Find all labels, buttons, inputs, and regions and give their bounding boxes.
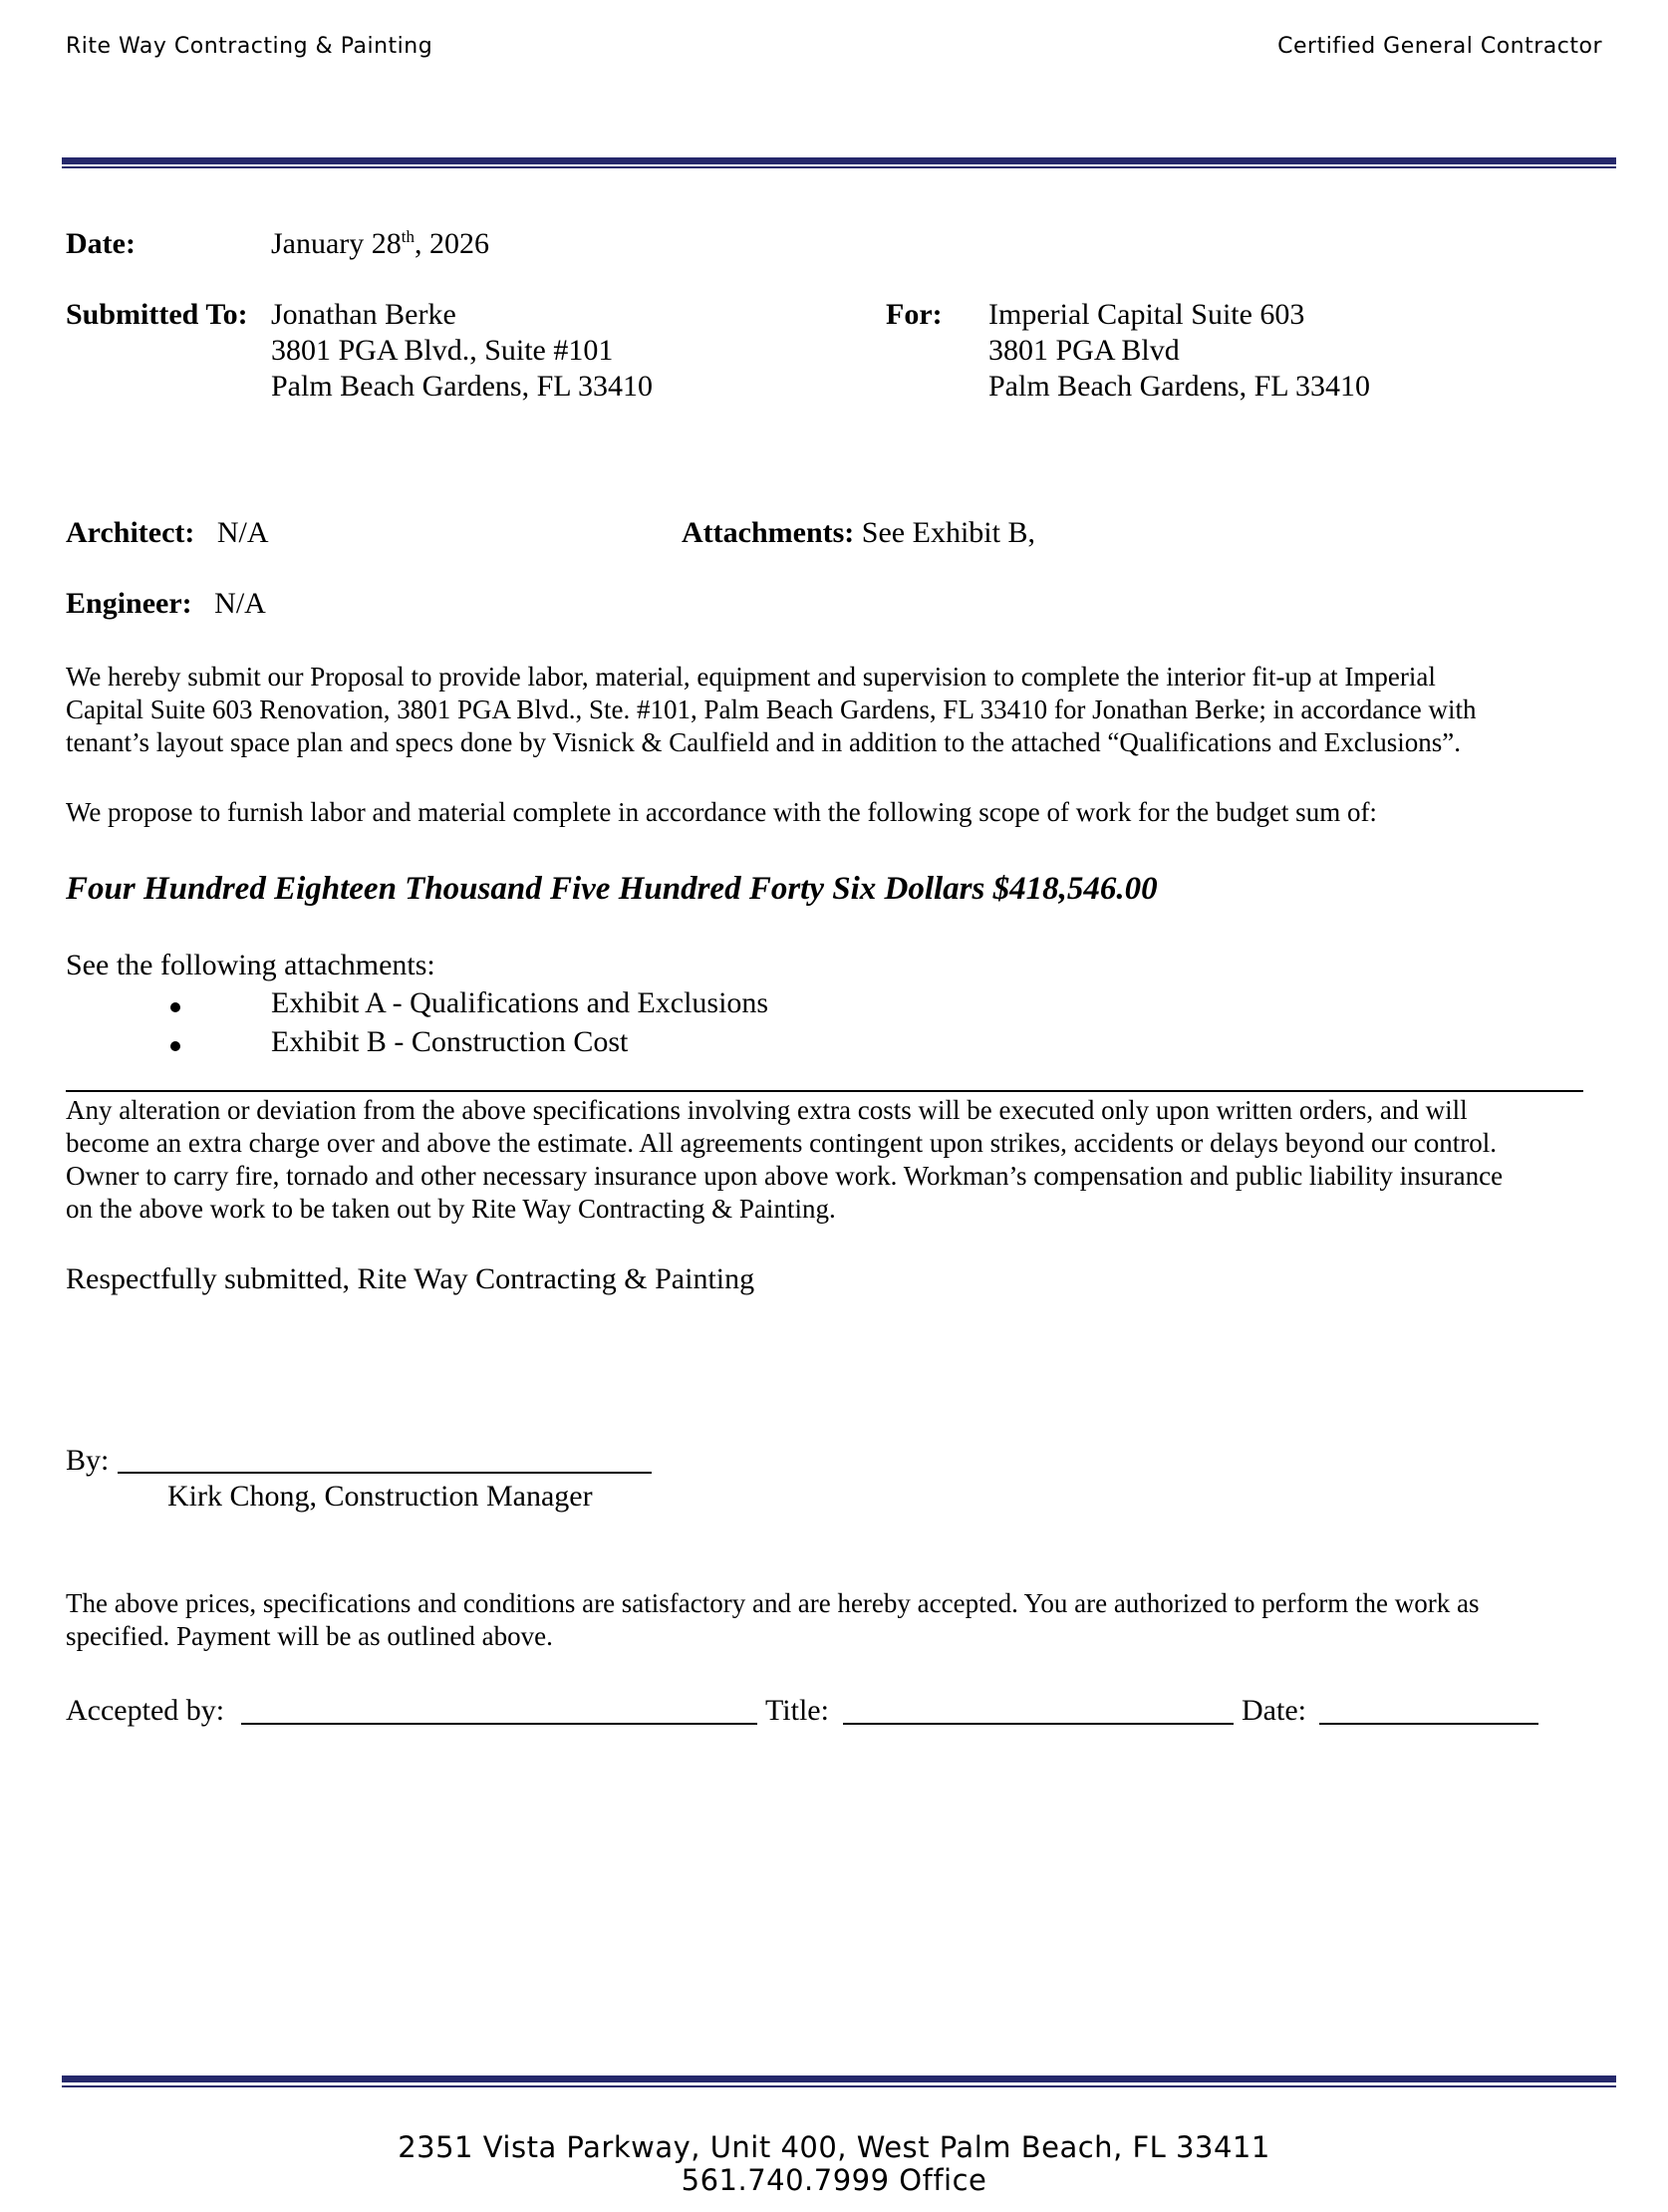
budget-sum: Four Hundred Eighteen Thousand Five Hundred Forty Six Dollars $418,546.00 xyxy=(66,871,1158,907)
conditions-line: Owner to carry fire, tornado and other necessary insurance upon above work. Workman’s compensation and public liability insurance xyxy=(66,1161,1504,1191)
date-year: , 2026 xyxy=(415,227,490,260)
engineer-label: Engineer: xyxy=(66,587,192,620)
date-month-day: January 28 xyxy=(271,227,402,260)
header-tagline: Certified General Contractor xyxy=(1277,34,1602,59)
by-label: By: xyxy=(66,1444,110,1477)
footer-rule-thick xyxy=(62,2075,1616,2082)
date-suffix: th xyxy=(401,227,416,246)
accepted-by-line[interactable] xyxy=(241,1723,757,1725)
attachment-item: Exhibit B - Construction Cost xyxy=(271,1025,629,1058)
footer-rule-thin xyxy=(62,2085,1616,2087)
proposal-line: We hereby submit our Proposal to provide labor, material, equipment and supervision to complete the interior fit-up at Imperial xyxy=(66,662,1436,691)
for-label: For: xyxy=(886,298,943,331)
date-value xyxy=(271,226,489,262)
header-rule-thin xyxy=(62,166,1616,168)
conditions-line: Any alteration or deviation from the above specifications involving extra costs will be executed only upon written orders, and will xyxy=(66,1095,1468,1125)
footer-phone: 561.740.7999 Office xyxy=(681,2163,987,2197)
for-line: Imperial Capital Suite 603 xyxy=(988,298,1305,331)
signature-line[interactable] xyxy=(118,1472,652,1474)
submitted-to-line: Jonathan Berke xyxy=(271,298,456,331)
proposal-line: Capital Suite 603 Renovation, 3801 PGA Blvd., Ste. #101, Palm Beach Gardens, FL 33410 for Jonathan Berke; in accordance with xyxy=(66,694,1477,724)
date-line[interactable] xyxy=(1319,1723,1538,1725)
attachments-label: Attachments: xyxy=(682,516,855,549)
signer-name: Kirk Chong, Construction Manager xyxy=(167,1480,593,1513)
engineer-value: N/A xyxy=(214,587,266,620)
bullet-icon xyxy=(170,999,180,1017)
attachments-intro: See the following attachments: xyxy=(66,949,435,981)
architect-row xyxy=(66,515,269,551)
header-rule-thick xyxy=(62,157,1616,164)
for-line: 3801 PGA Blvd xyxy=(988,334,1180,367)
scope-sentence: We propose to furnish labor and material complete in accordance with the following scope of work for the budget sum of: xyxy=(66,797,1377,827)
conditions-paragraph xyxy=(66,1094,1503,1226)
submitted-to-line: 3801 PGA Blvd., Suite #101 xyxy=(271,334,614,367)
engineer-row xyxy=(66,586,266,622)
closing-line: Respectfully submitted, Rite Way Contracting & Painting xyxy=(66,1262,755,1295)
for-address xyxy=(988,297,1370,405)
title-line[interactable] xyxy=(843,1723,1234,1725)
submitted-to-address xyxy=(271,297,653,405)
architect-value: N/A xyxy=(216,516,269,549)
submitted-to-line: Palm Beach Gardens, FL 33410 xyxy=(271,370,653,403)
conditions-line: on the above work to be taken out by Rite Way Contracting & Painting. xyxy=(66,1194,836,1224)
attachments-row xyxy=(682,515,1035,551)
date-signature-label: Date: xyxy=(1242,1694,1306,1727)
for-line: Palm Beach Gardens, FL 33410 xyxy=(988,370,1370,403)
header-company-name: Rite Way Contracting & Painting xyxy=(66,34,433,59)
title-label: Title: xyxy=(765,1694,829,1727)
proposal-paragraph xyxy=(66,661,1477,759)
footer-address: 2351 Vista Parkway, Unit 400, West Palm Beach, FL 33411 xyxy=(398,2130,1270,2164)
conditions-line: become an extra charge over and above the estimate. All agreements contingent upon strikes, accidents or delays beyond our control. xyxy=(66,1128,1498,1158)
attachments-value: See Exhibit B, xyxy=(861,516,1035,549)
proposal-line: tenant’s layout space plan and specs done by Visnick & Caulfield and in addition to the attached “Qualifications and Exclusions”. xyxy=(66,727,1462,757)
acceptance-line: The above prices, specifications and conditions are satisfactory and are hereby accepted. You are authorized to perform the work as xyxy=(66,1588,1480,1618)
bullet-icon xyxy=(170,1038,180,1056)
attachment-item: Exhibit A - Qualifications and Exclusions xyxy=(271,986,769,1019)
acceptance-paragraph xyxy=(66,1587,1479,1653)
architect-label: Architect: xyxy=(66,516,195,549)
acceptance-line: specified. Payment will be as outlined above. xyxy=(66,1621,553,1651)
accepted-by-label: Accepted by: xyxy=(66,1694,225,1727)
section-divider xyxy=(66,1090,1583,1092)
submitted-to-label: Submitted To: xyxy=(66,298,248,331)
date-label: Date: xyxy=(66,227,136,260)
